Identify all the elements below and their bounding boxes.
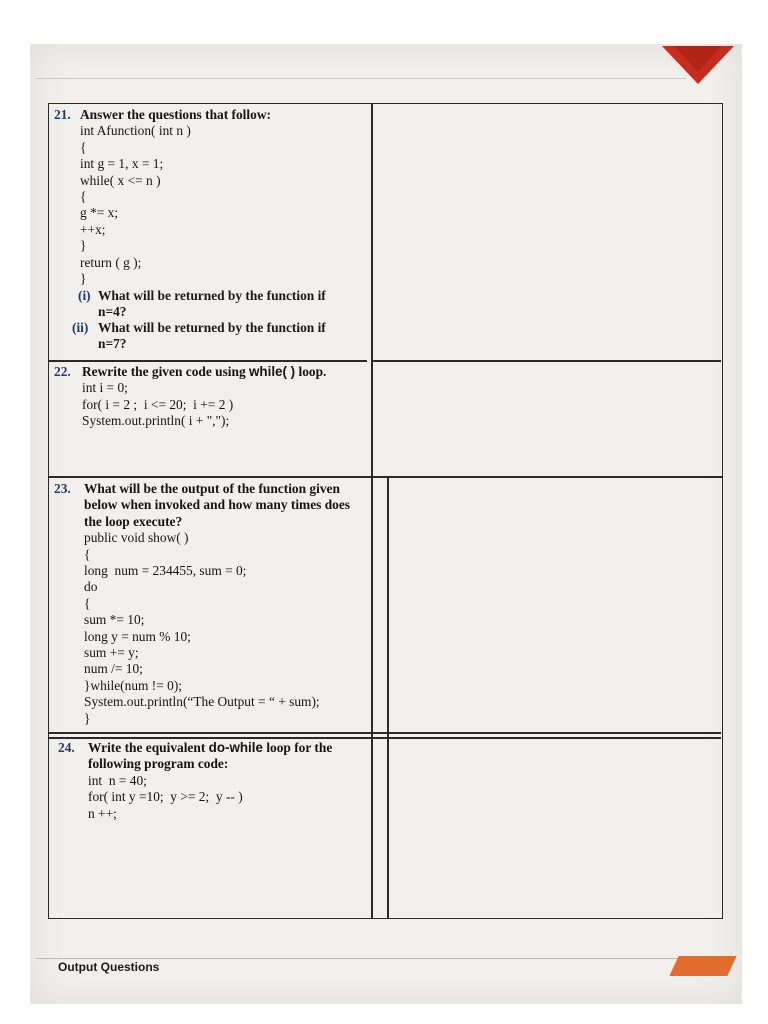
subquestion-label: (i) xyxy=(78,288,91,303)
code-line: return ( g ); xyxy=(80,254,142,270)
code-line: { xyxy=(80,189,87,205)
question-number: 24. xyxy=(58,740,75,755)
code-line: } xyxy=(80,271,87,287)
prompt-keyword: do-while xyxy=(208,740,263,755)
question-prompt-line: below when invoked and how many times does xyxy=(84,497,350,513)
question-number: 21. xyxy=(54,107,71,122)
code-line: int i = 0; xyxy=(82,380,128,396)
code-line: sum += y; xyxy=(84,645,139,661)
subquestion-label: (ii) xyxy=(72,320,89,335)
bottom-orange-tab xyxy=(669,956,736,976)
code-line: }while(num != 0); xyxy=(84,677,183,693)
prompt-text: Rewrite the given code using xyxy=(82,364,246,379)
question-prompt xyxy=(82,364,382,380)
code-line: int g = 1, x = 1; xyxy=(80,156,164,172)
code-line: ++x; xyxy=(80,221,106,237)
question-prompt: Answer the questions that follow: xyxy=(80,107,271,122)
question-prompt-line: following program code: xyxy=(88,756,229,772)
code-line: sum *= 10; xyxy=(84,612,145,628)
code-line: long y = num % 10; xyxy=(84,628,191,644)
code-line: num /= 10; xyxy=(84,661,143,677)
code-line: } xyxy=(80,238,87,254)
code-line: n ++; xyxy=(88,805,117,821)
code-line: int n = 40; xyxy=(88,772,147,788)
code-line: for( i = 2 ; i <= 20; i += 2 ) xyxy=(82,396,234,412)
code-line: int Afunction( int n ) xyxy=(80,123,191,139)
code-line: g *= x; xyxy=(80,205,119,221)
question-prompt-line: the loop execute? xyxy=(84,513,183,529)
subquestion-continuation: n=7? xyxy=(98,336,127,351)
prompt-text: loop for the xyxy=(266,740,333,755)
code-line: { xyxy=(84,595,91,611)
code-line: { xyxy=(84,546,91,562)
code-line: System.out.println(“The Output = “ + sum); xyxy=(84,694,320,710)
code-line: } xyxy=(84,710,91,726)
row-divider-22-right xyxy=(371,476,723,478)
header-rule xyxy=(36,78,686,79)
section-label: Output Questions xyxy=(58,960,160,974)
row-divider-23 xyxy=(49,732,721,734)
code-line: public void show( ) xyxy=(84,530,189,546)
row-divider-21-right xyxy=(371,360,721,362)
code-line: while( x <= n ) xyxy=(80,172,161,188)
prompt-keyword: while( ) xyxy=(249,364,296,379)
footer-rule xyxy=(36,958,696,959)
prompt-text: loop. xyxy=(298,364,327,379)
code-line: System.out.println( i + ","); xyxy=(82,413,230,429)
column-divider-lower xyxy=(387,476,389,918)
code-line: for( int y =10; y >= 2; y -- ) xyxy=(88,789,243,805)
code-line: long num = 234455, sum = 0; xyxy=(84,563,247,579)
subquestion-text: What will be returned by the function if xyxy=(98,320,326,335)
row-divider-21 xyxy=(49,360,367,362)
row-divider-22 xyxy=(49,476,371,478)
question-prompt-line: What will be the output of the function given xyxy=(84,481,340,496)
question-number: 22. xyxy=(54,364,71,379)
question-prompt xyxy=(88,740,388,756)
subquestion-text: What will be returned by the function if xyxy=(98,288,326,303)
row-divider-23b xyxy=(49,737,721,739)
code-line: do xyxy=(84,579,98,595)
question-number: 23. xyxy=(54,481,71,496)
prompt-text: Write the equivalent xyxy=(88,740,206,755)
subquestion-continuation: n=4? xyxy=(98,304,127,319)
corner-triangle-inner xyxy=(674,46,722,72)
code-line: { xyxy=(80,139,87,155)
